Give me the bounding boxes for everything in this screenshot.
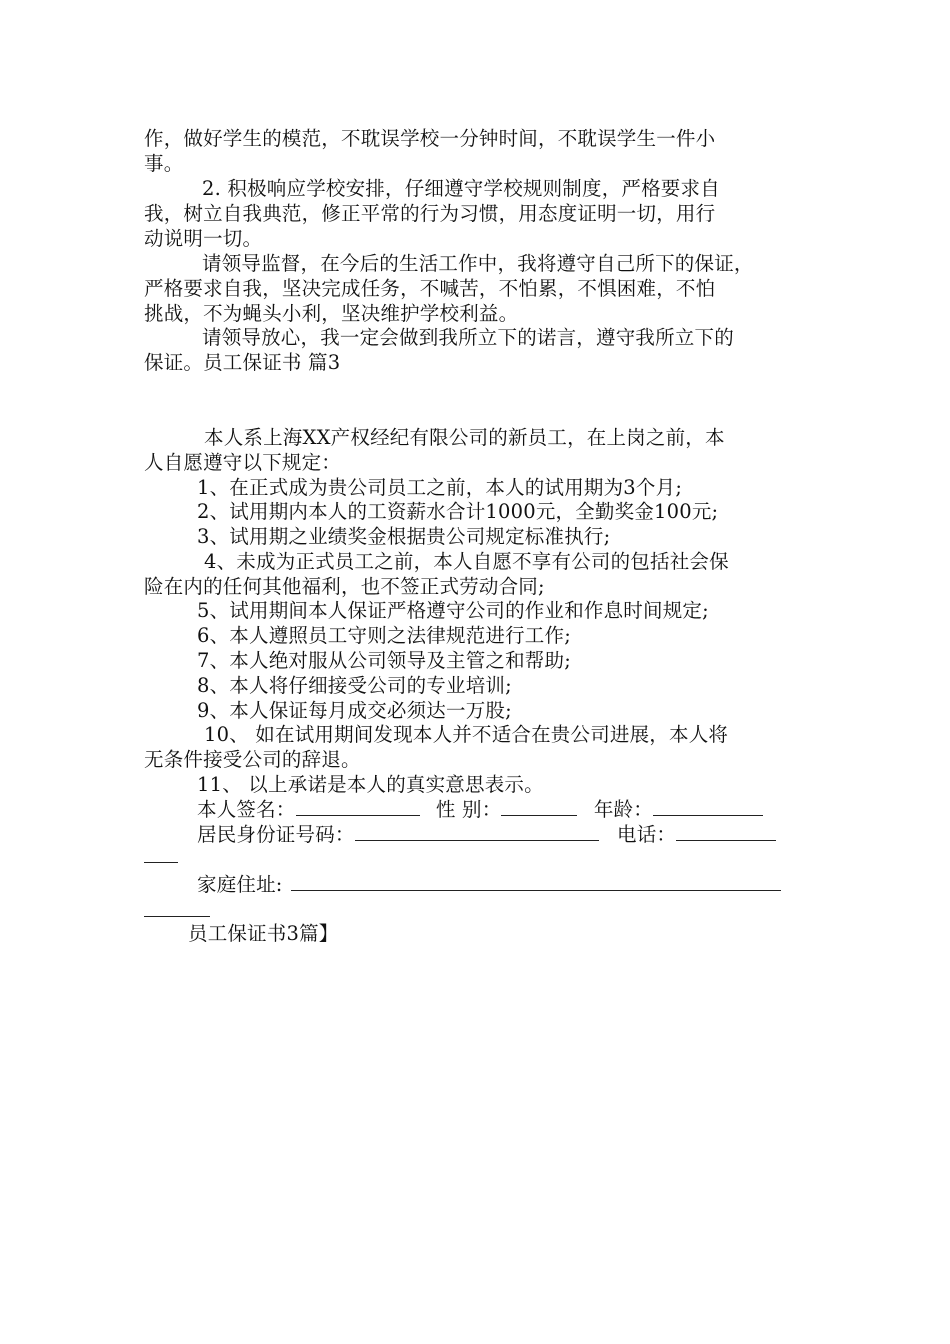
- footer-title: 员工保证书3篇】: [188, 922, 339, 945]
- gender-label: 性 别：: [435, 798, 502, 821]
- signature-field[interactable]: [296, 797, 420, 816]
- paragraph-line: 事。: [144, 152, 184, 175]
- paragraph-line: 我，树立自我典范，修正平常的行为习惯，用态度证明一切，用行: [144, 202, 716, 225]
- gender-field[interactable]: [501, 797, 577, 816]
- id-number-field[interactable]: [355, 822, 599, 841]
- id-row: [197, 822, 776, 847]
- list-item: 7、本人绝对服从公司领导及主管之和帮助;: [197, 649, 571, 672]
- list-item: 险在内的任何其他福利，也不签正式劳动合同;: [144, 575, 545, 598]
- list-item: 8、本人将仔细接受公司的专业培训;: [197, 674, 512, 697]
- list-item: 11、 以上承诺是本人的真实意思表示。: [197, 773, 544, 796]
- paragraph-line: 请领导放心，我一定会做到我所立下的诺言，遵守我所立下的: [202, 326, 734, 349]
- phone-field[interactable]: [676, 822, 776, 841]
- paragraph-line: 保证。员工保证书 篇3: [144, 351, 341, 374]
- paragraph-line: 本人系上海XX产权经纪有限公司的新员工，在上岗之前，本: [204, 426, 725, 449]
- address-label: 家庭住址:: [197, 873, 283, 896]
- paragraph-line: 请领导监督，在今后的生活工作中，我将遵守自己所下的保证，: [202, 252, 754, 275]
- paragraph-line: 严格要求自我，坚决完成任务，不喊苦，不怕累，不惧困难，不怕: [144, 277, 716, 300]
- address-field-continuation: [144, 916, 210, 917]
- age-field[interactable]: [653, 797, 763, 816]
- list-item: 2、试用期内本人的工资薪水合计1000元，全勤奖金100元;: [197, 500, 719, 523]
- phone-field-continuation: [144, 862, 178, 863]
- paragraph-line: 人自愿遵守以下规定：: [144, 451, 342, 474]
- phone-label: 电话：: [617, 823, 677, 846]
- signature-label: 本人签名：: [197, 798, 296, 821]
- list-item: 3、试用期之业绩奖金根据贵公司规定标准执行;: [197, 525, 611, 548]
- age-label: 年龄：: [593, 798, 653, 821]
- paragraph-line: 2. 积极响应学校安排，仔细遵守学校规则制度，严格要求自: [202, 177, 720, 200]
- list-item: 1、在正式成为贵公司员工之前，本人的试用期为3个月;: [197, 476, 683, 499]
- address-field[interactable]: [291, 872, 781, 891]
- list-item: 9、本人保证每月成交必须达一万股;: [197, 699, 512, 722]
- signature-row: [197, 797, 763, 822]
- list-item: 5、试用期间本人保证严格遵守公司的作业和作息时间规定;: [197, 599, 709, 622]
- list-item: 10、 如在试用期间发现本人并不适合在贵公司进展，本人将: [204, 723, 729, 746]
- paragraph-line: 挑战，不为蝇头小利，坚决维护学校利益。: [144, 302, 519, 325]
- address-row: [197, 872, 781, 897]
- list-item: 4、未成为正式员工之前，本人自愿不享有公司的包括社会保: [204, 550, 729, 573]
- id-label: 居民身份证号码：: [197, 823, 355, 846]
- list-item: 无条件接受公司的辞退。: [144, 748, 361, 771]
- paragraph-line: 作，做好学生的模范，不耽误学校一分钟时间，不耽误学生一件小: [144, 127, 716, 150]
- list-item: 6、本人遵照员工守则之法律规范进行工作;: [197, 624, 571, 647]
- paragraph-line: 动说明一切。: [144, 227, 263, 250]
